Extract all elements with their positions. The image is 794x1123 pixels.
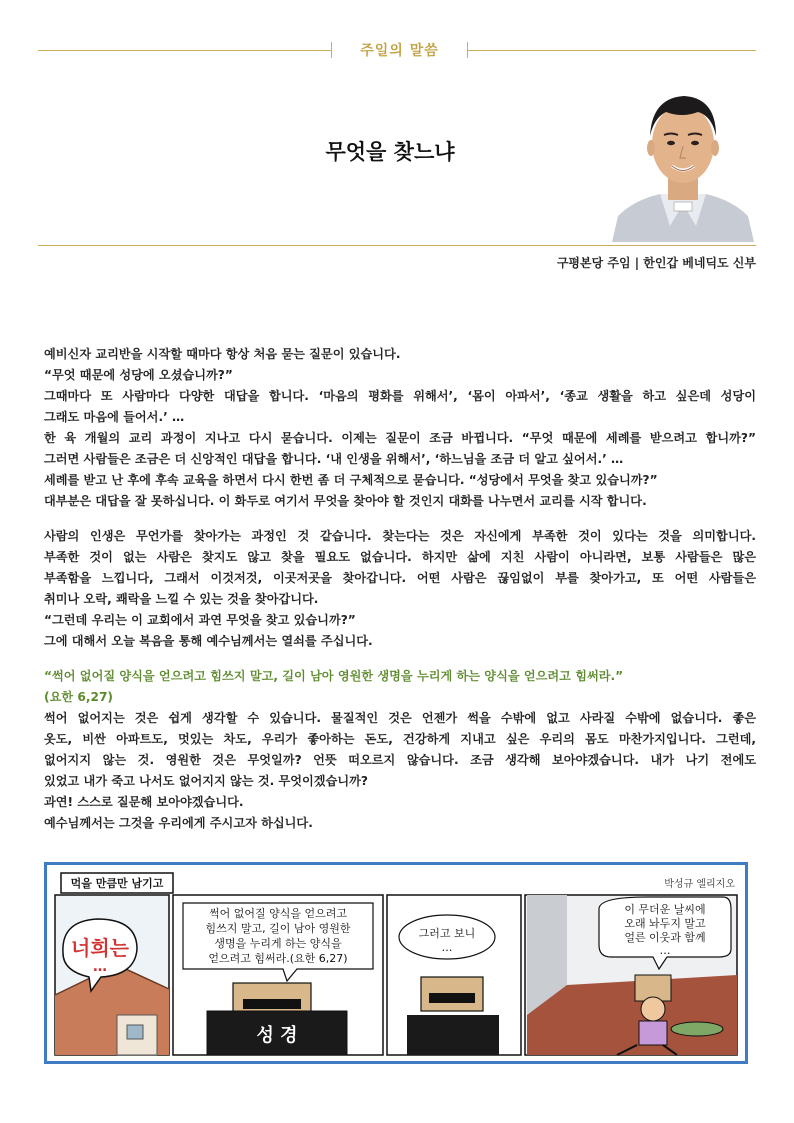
header-line-left — [38, 50, 331, 51]
text-line: “무엇 때문에 성당에 오셨습니까?” — [44, 368, 233, 382]
text-line: “그런데 우리는 이 교회에서 과연 무엇을 찾고 있습니까?” — [44, 613, 356, 627]
bible-verse: “썩어 없어질 양식을 얻으려고 힘쓰지 말고, 길이 남아 영원한 생명을 누리게 하는 양식을 얻으려고 힘써라.” — [44, 669, 624, 683]
text-line: 있었고 내가 죽고 나서도 없어지지 않는 것. 무엇이겠습니까? — [44, 774, 368, 788]
cartoon-panel-1 — [55, 895, 169, 1055]
text-line: 과연! 스스로 질문해 보아야겠습니다. — [44, 795, 244, 809]
text-line: 그래도 마음에 들어서.’ … — [44, 410, 185, 424]
paragraph-3 — [44, 666, 756, 834]
text-line: 옷도, 비싼 아파트도, 멋있는 차도, 우리가 좋아하는 돈도, 건강하게 지내고 싶은 우리의 몸도 마찬가지입니다. 그런데, — [44, 732, 756, 746]
cartoon-title: 먹을 만큼만 남기고 — [70, 877, 164, 890]
section-title: 주일의 말씀 — [360, 43, 439, 59]
paragraph-2 — [44, 526, 756, 652]
text-line: 썩어 없어지는 것은 쉽게 생각할 수 있습니다. 물질적인 것은 언젠가 썩을 수밖에 없고 사라질 수밖에 없습니다. 좋은 — [44, 711, 756, 725]
cartoon-panel-2 — [173, 895, 383, 1055]
panel4-speech-line: 이 무더운 날씨에 — [624, 903, 706, 916]
text-line: 대부분은 대답을 잘 못하십니다. 이 화두로 여기서 무엇을 찾아야 할 것인지 대화를 나누면서 교리를 시작 합니다. — [44, 494, 647, 508]
text-line: 부족한 것이 없는 사람은 찾지도 않고 찾을 필요도 없습니다. 하지만 삶에 지친 사람이 아니라면, 보통 사람들은 많은 — [44, 550, 756, 564]
text-line: 그때마다 또 사람마다 다양한 대답을 합니다. ‘마음의 평화를 위해서’, ‘몸이 아파서’, ‘종교 생활을 하고 싶은데 성당이 — [44, 389, 756, 403]
text-line: 세례를 받고 난 후에 후속 교육을 하면서 다시 한번 좀 더 구체적으로 묻습니다. “성당에서 무엇을 찾고 있습니까?” — [44, 473, 658, 487]
panel2-speech-line: 생명을 누리게 하는 양식을 — [214, 937, 342, 950]
panel4-speech-line: … — [659, 944, 671, 957]
sermon-body — [44, 344, 756, 848]
cartoon-author: 박성규 엘리지오 — [664, 879, 735, 890]
panel2-speech-line: 썩어 없어질 양식을 얻으려고 — [208, 907, 348, 920]
text-line: 그에 대해서 오늘 복음을 통해 예수님께서는 열쇠를 주십니다. — [44, 634, 373, 648]
panel4-speech-line: 오래 놔두지 말고 — [624, 917, 706, 930]
sermon-title: 무엇을 찾느냐 — [325, 140, 455, 164]
panel2-speech-line: 얻으려고 힘써라.(요한 6,27) — [208, 952, 348, 965]
header-rule — [38, 245, 756, 246]
cartoon-panel-4 — [525, 895, 737, 1055]
cartoon-strip — [44, 862, 748, 1064]
priest-portrait — [612, 76, 754, 242]
panel1-text: 너희는 — [71, 936, 129, 960]
paragraph-1 — [44, 344, 756, 512]
text-line: 사람의 인생은 무언가를 찾아가는 과정인 것 같습니다. 찾는다는 것은 자신에게 부족한 것이 있다는 것을 의미합니다. — [44, 529, 756, 543]
text-line: 예수님께서는 그것을 우리에게 주시고자 하십니다. — [44, 816, 313, 830]
header-line-right — [468, 50, 756, 51]
panel2-book-label: 성 경 — [256, 1025, 298, 1046]
text-line: 한 육 개월의 교리 과정이 지나고 다시 묻습니다. 이제는 질문이 조금 바뀝니다. “무엇 때문에 세례를 받으려고 합니까?” — [44, 431, 756, 445]
text-line: 취미나 오락, 쾌락을 느낄 수 있는 것을 찾아갑니다. — [44, 592, 319, 606]
text-line: 그러면 사람들은 조금은 더 신앙적인 대답을 합니다. ‘내 인생을 위해서’, ‘하느님을 조금 더 알고 싶어서.’ … — [44, 452, 624, 466]
text-line: 부족함을 느낍니다, 그래서 이것저것, 이곳저곳을 찾아갑니다. 어떤 사람은 끊임없이 부를 찾아가고, 또 어떤 사람들은 — [44, 571, 756, 585]
panel2-speech-line: 힘쓰지 말고, 길이 남아 영원한 — [205, 922, 351, 935]
panel3-speech-line: 그러고 보니 — [418, 927, 476, 940]
panel3-speech-line: … — [441, 941, 453, 954]
cartoon-panel-3 — [387, 895, 521, 1055]
panel1-dots: … — [93, 959, 107, 975]
text-line: 없어지지 않는 것. 영원한 것은 무엇일까? 언뜻 떠오르지 않습니다. 조금 생각해 보아야겠습니다. 내가 나기 전에도 — [44, 753, 756, 767]
verse-reference: (요한 6,27) — [44, 690, 113, 704]
text-line: 예비신자 교리반을 시작할 때마다 항상 처음 묻는 질문이 있습니다. — [44, 347, 401, 361]
author-byline: 구평본당 주임 | 한인갑 베네딕도 신부 — [556, 256, 756, 270]
panel4-speech-line: 얼른 이웃과 함께 — [624, 931, 706, 944]
